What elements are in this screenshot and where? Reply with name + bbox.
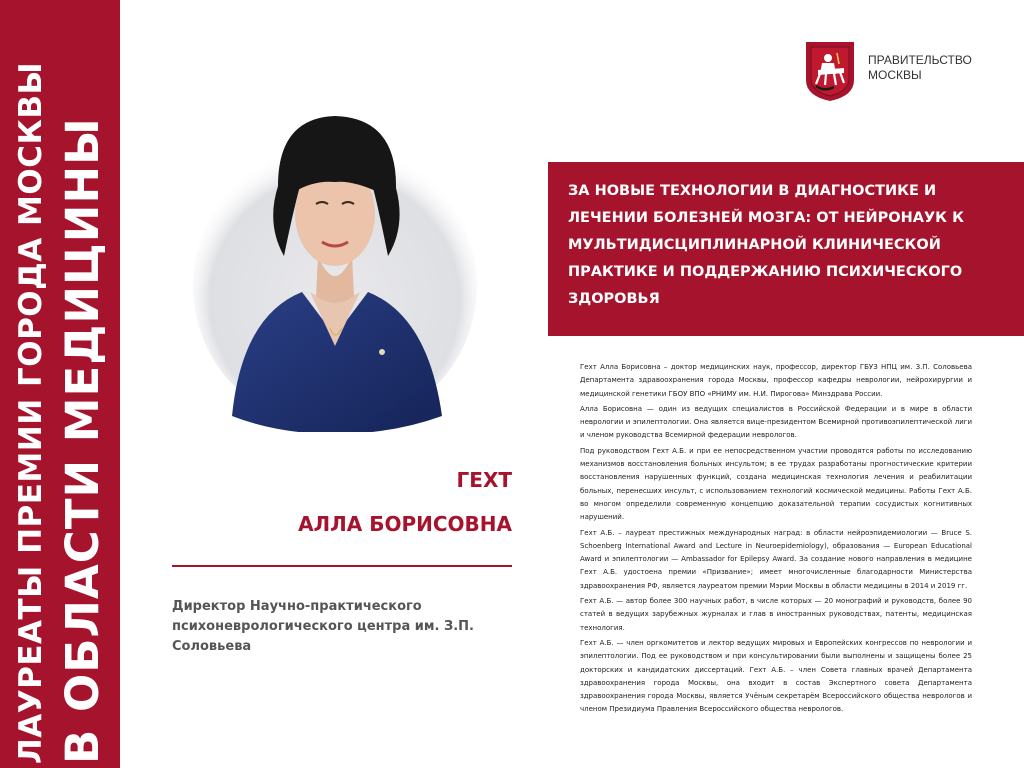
bio-paragraph: Гехт Алла Борисовна – доктор медицинских наук, профессор, директор ГБУЗ НПЦ им. З.П. Соловьева Департамента здравоохранения города Москвы, профессор кафедры неврологии, нейрохирургии и медицинской генетики ГБОУ ВПО «РНИМУ им. Н.И. Пирогова» Минздрава России.: [580, 363, 972, 398]
person-position: Директор Научно-практического психоневрологического центра им. З.П. Соловьева: [172, 599, 474, 654]
bio-paragraph: Гехт А.Б. — член оргкомитетов и лектор ведущих мировых и Европейских конгрессов по неврологии и эпилептологии. Под ее руководством и при консультировании были выполнены и защищены более 25 докторских и кандидатских диссертаций. Гехт А.Б. – член Совета главных врачей Департамента здравоохранения города Москвы, она входит в состав Экспертного совета Департамента здравоохранения города Москвы, является Учёным секретарём Всероссийского общества неврологов и членом Президиума Правления Всероссийского общества неврологов.: [580, 638, 972, 714]
person-given-names: АЛЛА БОРИСОВНА: [298, 512, 512, 536]
bio-paragraph: Под руководством Гехт А.Б. и при ее непосредственном участии проводятся работы по исследованию механизмов восстановления больных инсультом; в ее трудах разработаны прогностические критерии восстановления нарушенных функций, создана медицинская технология лечения и реабилитации больных, перенесших инсульт, с использованием технологий космической медицины. Работы Гехт А.Б. во многом определили современную концепцию доказательной терапии сосудистых когнитивных нарушений.: [580, 446, 972, 522]
government-label: ПРАВИТЕЛЬСТВО МОСКВЫ: [868, 53, 972, 82]
side-title-line-1: ЛАУРЕАТЫ ПРЕМИИ ГОРОДА МОСКВЫ: [13, 61, 49, 764]
bio-paragraph: Гехт А.Б. – лауреат престижных международных наград: в области нейроэпидемиологии — Bruce S. Schoenberg International Award and Lecture in Neuroepidemiology), образования — European Educational Award и эпилептологии — Ambassador for Epilepsy Award. За создание нового направления в медицине Гехт А.Б. удостоена премии «Призвание»; имеет многочисленные благодарности Министерства здравоохранения РФ, является лауреатом премии Мэрии Москвы в области медицины в 2014 и 2019 гг.: [580, 528, 972, 590]
side-band: [0, 0, 120, 768]
portrait-photo: [192, 96, 478, 432]
person-surname: ГЕХТ: [456, 468, 512, 492]
side-title: [8, 4, 112, 764]
award-title: ЗА НОВЫЕ ТЕХНОЛОГИИ В ДИАГНОСТИКЕ И ЛЕЧЕНИИ БОЛЕЗНЕЙ МОЗГА: ОТ НЕЙРОНАУК К МУЛЬТИДИСЦИПЛИНАРНОЙ КЛИНИЧЕСКОЙ ПРАКТИКЕ И ПОДДЕРЖАНИЮ ПСИХИЧЕСКОГО ЗДОРОВЬЯ: [568, 183, 964, 307]
bio-paragraph: Алла Борисовна — один из ведущих специалистов в Российской Федерации и в мире в области неврологии и эпилептологии. Она является вице-президентом Всемирной противоэпилептической лиги и членом руководства Всемирной федерации неврологов.: [580, 404, 972, 440]
award-title-box: [548, 162, 1024, 336]
biography: [580, 361, 972, 719]
moscow-coat-of-arms-icon: [804, 40, 856, 102]
side-title-line-2: В ОБЛАСТИ МЕДИЦИНЫ: [56, 117, 109, 764]
name-divider: [172, 565, 512, 567]
bio-paragraph: Гехт А.Б. — автор более 300 научных работ, в числе которых — 20 монографий и руководств, более 90 статей в ведущих зарубежных журналах и глав в иностранных руководствах, патенты, медицинская технология.: [580, 597, 972, 632]
